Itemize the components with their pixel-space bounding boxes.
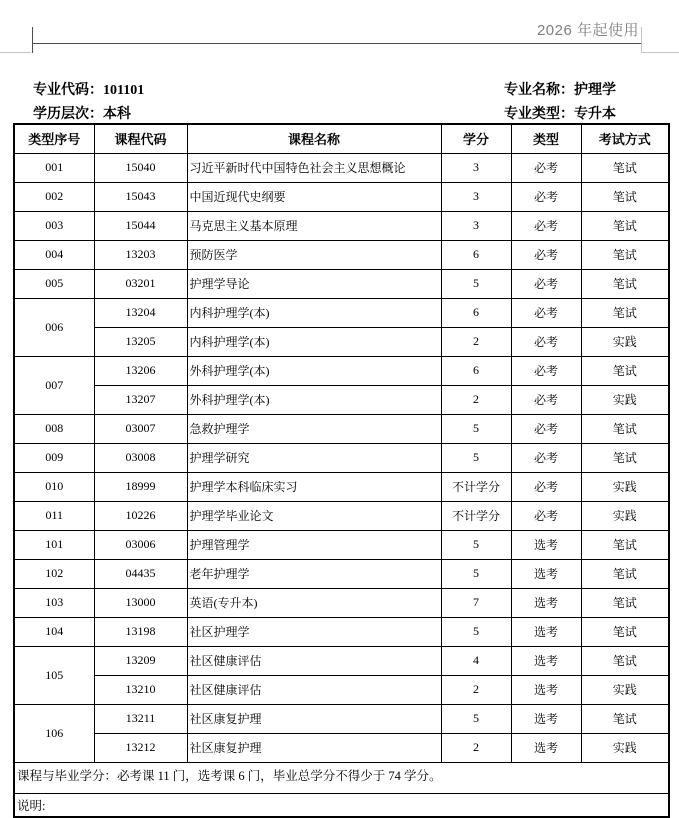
seq-cell: 105 (14, 646, 94, 704)
code-cell: 15040 (94, 153, 187, 182)
seq-cell: 103 (14, 588, 94, 617)
type-cell: 必考 (511, 153, 581, 182)
type-cell: 必考 (511, 414, 581, 443)
major-type-value: 专升本 (574, 105, 616, 121)
type-cell: 必考 (511, 385, 581, 414)
name-cell: 护理学导论 (187, 269, 441, 298)
type-cell: 必考 (511, 356, 581, 385)
credits-cell: 2 (441, 733, 511, 762)
name-cell: 内科护理学(本) (187, 327, 441, 356)
type-cell: 必考 (511, 501, 581, 530)
seq-cell: 001 (14, 153, 94, 182)
code-cell: 13207 (94, 385, 187, 414)
name-cell: 外科护理学(本) (187, 385, 441, 414)
credits-cell: 6 (441, 298, 511, 327)
column-header-seq: 类型序号 (14, 124, 94, 153)
major-name-pair (504, 77, 616, 101)
header-crop-mark-right-vertical (641, 27, 642, 53)
type-cell: 必考 (511, 211, 581, 240)
course-row (14, 269, 669, 298)
major-name-value: 护理学 (574, 81, 616, 97)
column-header-code: 课程代码 (94, 124, 187, 153)
notes-label: 说明: (14, 793, 669, 817)
exam-cell: 笔试 (581, 240, 669, 269)
credits-cell: 5 (441, 617, 511, 646)
exam-cell: 实践 (581, 327, 669, 356)
exam-cell: 笔试 (581, 530, 669, 559)
name-cell: 中国近现代史纲要 (187, 182, 441, 211)
course-row (14, 472, 669, 501)
code-cell: 03008 (94, 443, 187, 472)
exam-cell: 笔试 (581, 153, 669, 182)
exam-cell: 笔试 (581, 646, 669, 675)
exam-cell: 笔试 (581, 356, 669, 385)
header-rule (32, 43, 641, 44)
code-cell: 04435 (94, 559, 187, 588)
course-row (14, 675, 669, 704)
type-cell: 选考 (511, 530, 581, 559)
course-row (14, 385, 669, 414)
exam-cell: 实践 (581, 733, 669, 762)
credits-cell: 5 (441, 559, 511, 588)
course-row (14, 530, 669, 559)
name-cell: 护理管理学 (187, 530, 441, 559)
seq-cell: 102 (14, 559, 94, 588)
name-cell: 习近平新时代中国特色社会主义思想概论 (187, 153, 441, 182)
exam-cell: 笔试 (581, 559, 669, 588)
code-cell: 13204 (94, 298, 187, 327)
credits-cell: 2 (441, 675, 511, 704)
major-code-label: 专业代码： (33, 81, 103, 97)
type-cell: 必考 (511, 298, 581, 327)
exam-cell: 实践 (581, 501, 669, 530)
exam-cell: 笔试 (581, 617, 669, 646)
name-cell: 急救护理学 (187, 414, 441, 443)
major-code-value: 101101 (103, 83, 145, 98)
name-cell: 社区护理学 (187, 617, 441, 646)
code-cell: 13205 (94, 327, 187, 356)
seq-cell: 007 (14, 356, 94, 414)
type-cell: 必考 (511, 269, 581, 298)
exam-cell: 笔试 (581, 182, 669, 211)
type-cell: 选考 (511, 617, 581, 646)
name-cell: 外科护理学(本) (187, 356, 441, 385)
major-name-label: 专业名称： (504, 81, 574, 97)
seq-cell: 002 (14, 182, 94, 211)
page-header-note: 2026 年起使用 (536, 22, 639, 39)
course-row (14, 588, 669, 617)
type-cell: 必考 (511, 327, 581, 356)
exam-cell: 笔试 (581, 414, 669, 443)
type-cell: 选考 (511, 588, 581, 617)
name-cell: 英语(专升本) (187, 588, 441, 617)
course-row (14, 240, 669, 269)
name-cell: 护理学研究 (187, 443, 441, 472)
course-row (14, 443, 669, 472)
code-cell: 15044 (94, 211, 187, 240)
type-cell: 必考 (511, 472, 581, 501)
credits-summary-row (14, 762, 669, 793)
name-cell: 马克思主义基本原理 (187, 211, 441, 240)
code-cell: 03007 (94, 414, 187, 443)
major-type-pair (504, 101, 616, 125)
course-row (14, 298, 669, 327)
code-cell: 13206 (94, 356, 187, 385)
exam-cell: 笔试 (581, 211, 669, 240)
type-cell: 必考 (511, 240, 581, 269)
column-header-name: 课程名称 (187, 124, 441, 153)
credits-cell: 6 (441, 356, 511, 385)
seq-cell: 011 (14, 501, 94, 530)
exam-cell: 笔试 (581, 298, 669, 327)
header-crop-mark-left-horizontal (0, 52, 31, 53)
type-cell: 必考 (511, 182, 581, 211)
name-cell: 老年护理学 (187, 559, 441, 588)
credits-cell: 7 (441, 588, 511, 617)
exam-cell: 实践 (581, 385, 669, 414)
exam-cell: 实践 (581, 675, 669, 704)
credits-cell: 5 (441, 704, 511, 733)
credits-summary-text: 课程与毕业学分：必考课 11 门，选考课 6 门，毕业总学分不得少于 74 学分。 (14, 762, 669, 793)
level-label: 学历层次： (33, 105, 103, 121)
course-row (14, 646, 669, 675)
meta-row-1 (33, 77, 646, 101)
course-row (14, 414, 669, 443)
column-header-type: 类型 (511, 124, 581, 153)
name-cell: 社区康复护理 (187, 733, 441, 762)
course-row (14, 211, 669, 240)
course-row (14, 733, 669, 762)
code-cell: 13000 (94, 588, 187, 617)
code-cell: 18999 (94, 472, 187, 501)
column-header-exam: 考试方式 (581, 124, 669, 153)
type-cell: 选考 (511, 646, 581, 675)
seq-cell: 101 (14, 530, 94, 559)
name-cell: 社区康复护理 (187, 704, 441, 733)
notes-row (14, 793, 669, 817)
name-cell: 社区健康评估 (187, 646, 441, 675)
exam-cell: 实践 (581, 472, 669, 501)
course-table (13, 123, 670, 818)
code-cell: 15043 (94, 182, 187, 211)
course-row (14, 153, 669, 182)
seq-cell: 104 (14, 617, 94, 646)
credits-cell: 5 (441, 414, 511, 443)
course-row (14, 501, 669, 530)
course-row (14, 327, 669, 356)
table-header-row (14, 124, 669, 153)
type-cell: 必考 (511, 443, 581, 472)
credits-cell: 5 (441, 443, 511, 472)
exam-cell: 笔试 (581, 443, 669, 472)
header-crop-mark-left-vertical (32, 27, 33, 53)
exam-cell: 笔试 (581, 588, 669, 617)
seq-cell: 005 (14, 269, 94, 298)
credits-cell: 6 (441, 240, 511, 269)
credits-cell: 2 (441, 327, 511, 356)
credits-cell: 3 (441, 153, 511, 182)
course-row (14, 356, 669, 385)
exam-cell: 笔试 (581, 269, 669, 298)
code-cell: 10226 (94, 501, 187, 530)
name-cell: 护理学毕业论文 (187, 501, 441, 530)
table-body (14, 153, 669, 762)
credits-cell: 3 (441, 211, 511, 240)
seq-cell: 106 (14, 704, 94, 762)
course-row (14, 182, 669, 211)
credits-cell: 5 (441, 269, 511, 298)
code-cell: 13198 (94, 617, 187, 646)
code-cell: 13212 (94, 733, 187, 762)
seq-cell: 003 (14, 211, 94, 240)
course-row (14, 704, 669, 733)
meta-row-2 (33, 101, 646, 125)
credits-cell: 4 (441, 646, 511, 675)
seq-cell: 009 (14, 443, 94, 472)
seq-cell: 004 (14, 240, 94, 269)
name-cell: 社区健康评估 (187, 675, 441, 704)
code-cell: 13209 (94, 646, 187, 675)
type-cell: 选考 (511, 559, 581, 588)
code-cell: 03201 (94, 269, 187, 298)
code-cell: 13203 (94, 240, 187, 269)
name-cell: 预防医学 (187, 240, 441, 269)
credits-cell: 不计学分 (441, 501, 511, 530)
column-header-credits: 学分 (441, 124, 511, 153)
type-cell: 选考 (511, 704, 581, 733)
seq-cell: 010 (14, 472, 94, 501)
major-type-label: 专业类型： (504, 105, 574, 121)
name-cell: 护理学本科临床实习 (187, 472, 441, 501)
exam-cell: 笔试 (581, 704, 669, 733)
type-cell: 选考 (511, 675, 581, 704)
code-cell: 03006 (94, 530, 187, 559)
type-cell: 选考 (511, 733, 581, 762)
course-row (14, 559, 669, 588)
course-row (14, 617, 669, 646)
credits-cell: 5 (441, 530, 511, 559)
seq-cell: 006 (14, 298, 94, 356)
name-cell: 内科护理学(本) (187, 298, 441, 327)
header-crop-mark-right-horizontal (641, 52, 679, 53)
code-cell: 13210 (94, 675, 187, 704)
level-value: 本科 (103, 105, 131, 121)
major-meta-block (33, 77, 646, 125)
seq-cell: 008 (14, 414, 94, 443)
credits-cell: 3 (441, 182, 511, 211)
credits-cell: 2 (441, 385, 511, 414)
code-cell: 13211 (94, 704, 187, 733)
credits-cell: 不计学分 (441, 472, 511, 501)
